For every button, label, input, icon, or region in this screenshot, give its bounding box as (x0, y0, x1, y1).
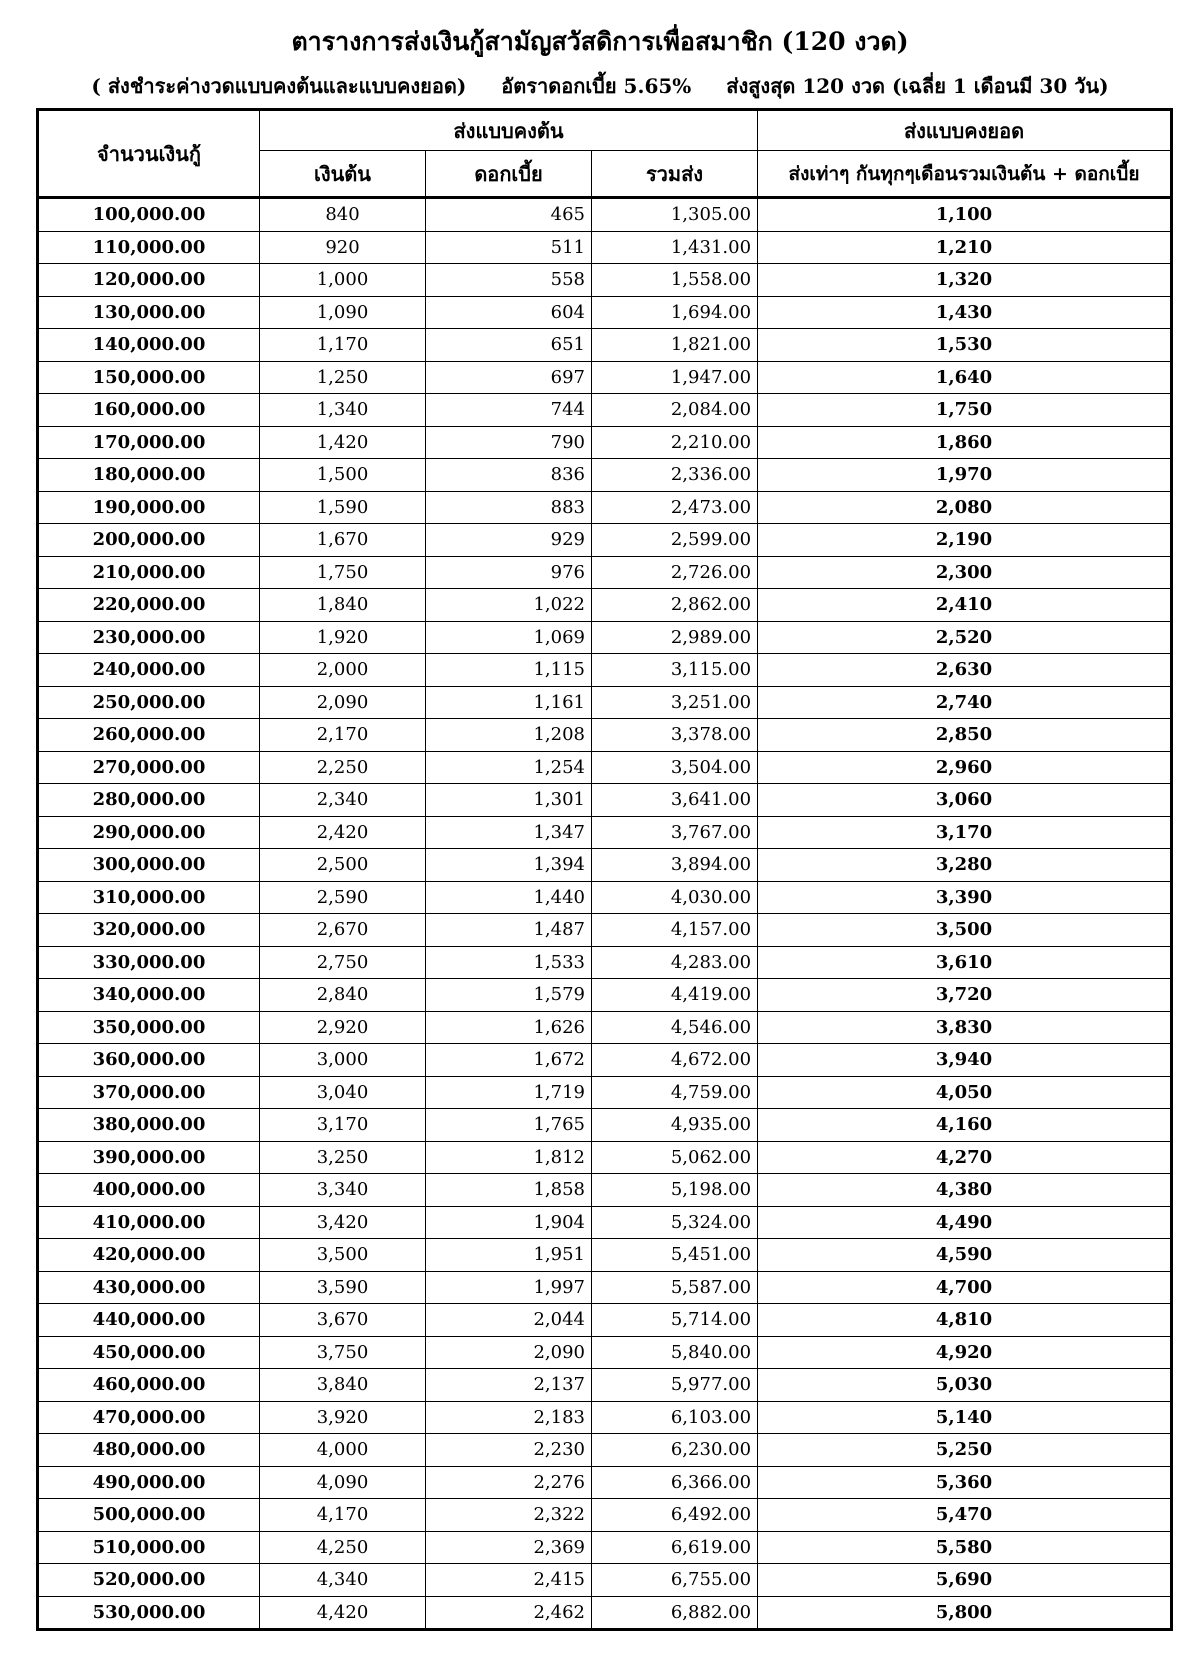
cell-fixed-payment: 4,270 (758, 1141, 1172, 1174)
cell-total: 2,084.00 (592, 394, 758, 427)
cell-loan-amount: 110,000.00 (38, 231, 260, 264)
table-row (38, 1011, 1172, 1044)
cell-fixed-payment: 1,970 (758, 459, 1172, 492)
cell-total: 6,619.00 (592, 1531, 758, 1564)
cell-loan-amount: 360,000.00 (38, 1044, 260, 1077)
cell-fixed-payment: 3,170 (758, 816, 1172, 849)
subtitle-interest-rate: อัตราดอกเบี้ย 5.65% (501, 74, 692, 98)
cell-loan-amount: 230,000.00 (38, 621, 260, 654)
table-row (38, 784, 1172, 817)
cell-fixed-payment: 2,410 (758, 589, 1172, 622)
cell-total: 1,431.00 (592, 231, 758, 264)
cell-total: 1,947.00 (592, 361, 758, 394)
cell-interest: 1,904 (426, 1206, 592, 1239)
cell-principal: 2,750 (260, 946, 426, 979)
cell-total: 6,103.00 (592, 1401, 758, 1434)
cell-total: 4,759.00 (592, 1076, 758, 1109)
table-row (38, 264, 1172, 297)
cell-interest: 511 (426, 231, 592, 264)
cell-interest: 1,347 (426, 816, 592, 849)
table-row (38, 881, 1172, 914)
cell-interest: 1,254 (426, 751, 592, 784)
cell-total: 5,714.00 (592, 1304, 758, 1337)
cell-fixed-payment: 2,960 (758, 751, 1172, 784)
cell-fixed-payment: 1,320 (758, 264, 1172, 297)
cell-interest: 976 (426, 556, 592, 589)
table-row (38, 621, 1172, 654)
cell-fixed-payment: 1,210 (758, 231, 1172, 264)
cell-total: 6,366.00 (592, 1466, 758, 1499)
header-loan-amount: จำนวนเงินกู้ (38, 110, 260, 198)
cell-fixed-payment: 3,060 (758, 784, 1172, 817)
cell-total: 5,840.00 (592, 1336, 758, 1369)
cell-interest: 2,090 (426, 1336, 592, 1369)
header-fixed-payment-group: ส่งแบบคงยอด (758, 110, 1172, 151)
cell-fixed-payment: 3,390 (758, 881, 1172, 914)
cell-loan-amount: 430,000.00 (38, 1271, 260, 1304)
cell-fixed-payment: 4,490 (758, 1206, 1172, 1239)
table-row (38, 1174, 1172, 1207)
table-row (38, 719, 1172, 752)
cell-principal: 2,500 (260, 849, 426, 882)
cell-interest: 2,415 (426, 1564, 592, 1597)
cell-principal: 2,920 (260, 1011, 426, 1044)
header-fixed-principal-group: ส่งแบบคงต้น (260, 110, 758, 151)
cell-fixed-payment: 2,080 (758, 491, 1172, 524)
header-principal: เงินต้น (260, 151, 426, 198)
cell-total: 2,726.00 (592, 556, 758, 589)
cell-interest: 883 (426, 491, 592, 524)
cell-loan-amount: 330,000.00 (38, 946, 260, 979)
table-row (38, 654, 1172, 687)
cell-fixed-payment: 5,250 (758, 1434, 1172, 1467)
cell-loan-amount: 270,000.00 (38, 751, 260, 784)
cell-fixed-payment: 1,860 (758, 426, 1172, 459)
cell-loan-amount: 530,000.00 (38, 1596, 260, 1630)
table-row (38, 491, 1172, 524)
document-subtitle (0, 70, 1200, 102)
table-row (38, 556, 1172, 589)
cell-principal: 4,420 (260, 1596, 426, 1630)
cell-loan-amount: 240,000.00 (38, 654, 260, 687)
cell-interest: 604 (426, 296, 592, 329)
cell-interest: 1,579 (426, 979, 592, 1012)
table-row (38, 816, 1172, 849)
table-row (38, 1044, 1172, 1077)
cell-interest: 2,276 (426, 1466, 592, 1499)
cell-interest: 929 (426, 524, 592, 557)
cell-interest: 1,394 (426, 849, 592, 882)
cell-principal: 2,670 (260, 914, 426, 947)
cell-total: 2,989.00 (592, 621, 758, 654)
cell-fixed-payment: 5,470 (758, 1499, 1172, 1532)
cell-total: 5,451.00 (592, 1239, 758, 1272)
cell-fixed-payment: 2,190 (758, 524, 1172, 557)
cell-fixed-payment: 1,750 (758, 394, 1172, 427)
cell-principal: 3,040 (260, 1076, 426, 1109)
cell-principal: 840 (260, 198, 426, 232)
cell-loan-amount: 320,000.00 (38, 914, 260, 947)
cell-interest: 1,626 (426, 1011, 592, 1044)
cell-total: 3,115.00 (592, 654, 758, 687)
loan-payment-table (36, 108, 1173, 1631)
cell-principal: 1,420 (260, 426, 426, 459)
table-row (38, 849, 1172, 882)
cell-loan-amount: 470,000.00 (38, 1401, 260, 1434)
cell-loan-amount: 180,000.00 (38, 459, 260, 492)
cell-fixed-payment: 4,700 (758, 1271, 1172, 1304)
cell-interest: 2,462 (426, 1596, 592, 1630)
cell-principal: 3,590 (260, 1271, 426, 1304)
cell-loan-amount: 170,000.00 (38, 426, 260, 459)
cell-principal: 4,000 (260, 1434, 426, 1467)
table-row (38, 361, 1172, 394)
table-row (38, 1336, 1172, 1369)
cell-total: 3,767.00 (592, 816, 758, 849)
cell-interest: 1,022 (426, 589, 592, 622)
cell-interest: 1,858 (426, 1174, 592, 1207)
cell-fixed-payment: 1,430 (758, 296, 1172, 329)
cell-principal: 1,090 (260, 296, 426, 329)
cell-loan-amount: 410,000.00 (38, 1206, 260, 1239)
table-row (38, 1304, 1172, 1337)
cell-principal: 4,170 (260, 1499, 426, 1532)
cell-interest: 2,044 (426, 1304, 592, 1337)
cell-fixed-payment: 2,520 (758, 621, 1172, 654)
cell-interest: 836 (426, 459, 592, 492)
cell-interest: 558 (426, 264, 592, 297)
cell-loan-amount: 400,000.00 (38, 1174, 260, 1207)
cell-fixed-payment: 5,140 (758, 1401, 1172, 1434)
cell-loan-amount: 370,000.00 (38, 1076, 260, 1109)
table-row (38, 946, 1172, 979)
table-row (38, 524, 1172, 557)
cell-total: 4,419.00 (592, 979, 758, 1012)
table-row (38, 1109, 1172, 1142)
cell-principal: 3,420 (260, 1206, 426, 1239)
cell-interest: 1,069 (426, 621, 592, 654)
cell-loan-amount: 480,000.00 (38, 1434, 260, 1467)
cell-interest: 1,533 (426, 946, 592, 979)
cell-principal: 2,590 (260, 881, 426, 914)
cell-fixed-payment: 3,830 (758, 1011, 1172, 1044)
cell-total: 2,862.00 (592, 589, 758, 622)
table-row (38, 1531, 1172, 1564)
cell-loan-amount: 450,000.00 (38, 1336, 260, 1369)
cell-principal: 3,000 (260, 1044, 426, 1077)
cell-interest: 1,997 (426, 1271, 592, 1304)
cell-loan-amount: 440,000.00 (38, 1304, 260, 1337)
cell-loan-amount: 380,000.00 (38, 1109, 260, 1142)
cell-fixed-payment: 4,920 (758, 1336, 1172, 1369)
cell-total: 3,251.00 (592, 686, 758, 719)
cell-fixed-payment: 1,530 (758, 329, 1172, 362)
table-header (38, 110, 1172, 198)
cell-total: 4,030.00 (592, 881, 758, 914)
cell-loan-amount: 490,000.00 (38, 1466, 260, 1499)
cell-total: 1,821.00 (592, 329, 758, 362)
header-interest: ดอกเบี้ย (426, 151, 592, 198)
cell-principal: 4,090 (260, 1466, 426, 1499)
cell-total: 1,305.00 (592, 198, 758, 232)
cell-interest: 465 (426, 198, 592, 232)
table-row (38, 296, 1172, 329)
cell-principal: 3,340 (260, 1174, 426, 1207)
cell-principal: 2,000 (260, 654, 426, 687)
cell-interest: 1,812 (426, 1141, 592, 1174)
cell-loan-amount: 500,000.00 (38, 1499, 260, 1532)
cell-loan-amount: 510,000.00 (38, 1531, 260, 1564)
cell-total: 5,324.00 (592, 1206, 758, 1239)
table-row (38, 329, 1172, 362)
cell-loan-amount: 390,000.00 (38, 1141, 260, 1174)
table-row (38, 1141, 1172, 1174)
cell-total: 4,157.00 (592, 914, 758, 947)
cell-fixed-payment: 1,100 (758, 198, 1172, 232)
cell-principal: 1,170 (260, 329, 426, 362)
cell-principal: 1,250 (260, 361, 426, 394)
cell-principal: 3,500 (260, 1239, 426, 1272)
cell-loan-amount: 420,000.00 (38, 1239, 260, 1272)
table-row (38, 914, 1172, 947)
cell-fixed-payment: 3,940 (758, 1044, 1172, 1077)
cell-loan-amount: 340,000.00 (38, 979, 260, 1012)
cell-principal: 4,340 (260, 1564, 426, 1597)
cell-interest: 2,322 (426, 1499, 592, 1532)
table-row (38, 1206, 1172, 1239)
cell-total: 4,935.00 (592, 1109, 758, 1142)
table-row (38, 1434, 1172, 1467)
subtitle-term: ส่งสูงสุด 120 งวด (เฉลี่ย 1 เดือนมี 30 วัน) (726, 74, 1109, 98)
cell-fixed-payment: 4,160 (758, 1109, 1172, 1142)
cell-loan-amount: 520,000.00 (38, 1564, 260, 1597)
cell-principal: 1,920 (260, 621, 426, 654)
table-row (38, 394, 1172, 427)
cell-interest: 1,951 (426, 1239, 592, 1272)
cell-fixed-payment: 5,030 (758, 1369, 1172, 1402)
table-row (38, 589, 1172, 622)
cell-loan-amount: 210,000.00 (38, 556, 260, 589)
cell-principal: 1,000 (260, 264, 426, 297)
table-row (38, 1271, 1172, 1304)
cell-principal: 1,590 (260, 491, 426, 524)
table-row (38, 1499, 1172, 1532)
cell-fixed-payment: 5,800 (758, 1596, 1172, 1630)
cell-fixed-payment: 4,590 (758, 1239, 1172, 1272)
cell-total: 5,587.00 (592, 1271, 758, 1304)
cell-interest: 1,208 (426, 719, 592, 752)
cell-principal: 3,840 (260, 1369, 426, 1402)
cell-principal: 2,420 (260, 816, 426, 849)
cell-total: 6,882.00 (592, 1596, 758, 1630)
cell-interest: 1,765 (426, 1109, 592, 1142)
cell-total: 6,230.00 (592, 1434, 758, 1467)
cell-principal: 4,250 (260, 1531, 426, 1564)
cell-fixed-payment: 2,740 (758, 686, 1172, 719)
cell-principal: 2,840 (260, 979, 426, 1012)
cell-loan-amount: 130,000.00 (38, 296, 260, 329)
cell-total: 1,694.00 (592, 296, 758, 329)
cell-fixed-payment: 5,690 (758, 1564, 1172, 1597)
table-row (38, 1076, 1172, 1109)
cell-interest: 1,672 (426, 1044, 592, 1077)
cell-interest: 697 (426, 361, 592, 394)
cell-principal: 3,670 (260, 1304, 426, 1337)
cell-fixed-payment: 3,500 (758, 914, 1172, 947)
cell-interest: 1,115 (426, 654, 592, 687)
table-row (38, 979, 1172, 1012)
cell-total: 4,546.00 (592, 1011, 758, 1044)
cell-total: 6,755.00 (592, 1564, 758, 1597)
cell-interest: 1,301 (426, 784, 592, 817)
cell-total: 2,336.00 (592, 459, 758, 492)
table-row (38, 1596, 1172, 1630)
header-total: รวมส่ง (592, 151, 758, 198)
subtitle-method: ( ส่งชำระค่างวดแบบคงต้นและแบบคงยอด) (91, 74, 467, 98)
cell-principal: 920 (260, 231, 426, 264)
cell-principal: 1,500 (260, 459, 426, 492)
cell-principal: 1,840 (260, 589, 426, 622)
cell-interest: 2,230 (426, 1434, 592, 1467)
cell-fixed-payment: 4,380 (758, 1174, 1172, 1207)
cell-principal: 1,750 (260, 556, 426, 589)
cell-principal: 3,170 (260, 1109, 426, 1142)
cell-total: 2,599.00 (592, 524, 758, 557)
cell-loan-amount: 100,000.00 (38, 198, 260, 232)
cell-loan-amount: 350,000.00 (38, 1011, 260, 1044)
table-row (38, 459, 1172, 492)
cell-fixed-payment: 2,300 (758, 556, 1172, 589)
cell-loan-amount: 280,000.00 (38, 784, 260, 817)
cell-loan-amount: 190,000.00 (38, 491, 260, 524)
cell-loan-amount: 150,000.00 (38, 361, 260, 394)
cell-total: 5,977.00 (592, 1369, 758, 1402)
cell-interest: 744 (426, 394, 592, 427)
header-fixed-payment-desc: ส่งเท่าๆ กันทุกๆเดือนรวมเงินต้น + ดอกเบี้ย (758, 151, 1172, 198)
cell-loan-amount: 140,000.00 (38, 329, 260, 362)
cell-principal: 2,250 (260, 751, 426, 784)
cell-interest: 2,369 (426, 1531, 592, 1564)
table-body (38, 198, 1172, 1630)
cell-loan-amount: 220,000.00 (38, 589, 260, 622)
cell-loan-amount: 460,000.00 (38, 1369, 260, 1402)
table-row (38, 1369, 1172, 1402)
cell-total: 3,641.00 (592, 784, 758, 817)
cell-fixed-payment: 4,050 (758, 1076, 1172, 1109)
table-row (38, 1564, 1172, 1597)
table-row (38, 751, 1172, 784)
cell-total: 1,558.00 (592, 264, 758, 297)
cell-interest: 2,183 (426, 1401, 592, 1434)
cell-principal: 2,090 (260, 686, 426, 719)
cell-loan-amount: 310,000.00 (38, 881, 260, 914)
cell-interest: 790 (426, 426, 592, 459)
cell-loan-amount: 260,000.00 (38, 719, 260, 752)
table-row (38, 686, 1172, 719)
cell-fixed-payment: 2,850 (758, 719, 1172, 752)
cell-fixed-payment: 3,610 (758, 946, 1172, 979)
cell-loan-amount: 290,000.00 (38, 816, 260, 849)
cell-principal: 2,340 (260, 784, 426, 817)
cell-fixed-payment: 3,720 (758, 979, 1172, 1012)
cell-principal: 3,750 (260, 1336, 426, 1369)
cell-interest: 1,719 (426, 1076, 592, 1109)
cell-total: 4,283.00 (592, 946, 758, 979)
cell-interest: 1,161 (426, 686, 592, 719)
table-row (38, 198, 1172, 232)
cell-fixed-payment: 4,810 (758, 1304, 1172, 1337)
cell-interest: 651 (426, 329, 592, 362)
cell-total: 6,492.00 (592, 1499, 758, 1532)
table-row (38, 1466, 1172, 1499)
cell-total: 3,894.00 (592, 849, 758, 882)
cell-fixed-payment: 5,580 (758, 1531, 1172, 1564)
cell-total: 5,062.00 (592, 1141, 758, 1174)
cell-loan-amount: 250,000.00 (38, 686, 260, 719)
cell-total: 2,473.00 (592, 491, 758, 524)
cell-total: 4,672.00 (592, 1044, 758, 1077)
table-row (38, 231, 1172, 264)
cell-total: 3,504.00 (592, 751, 758, 784)
cell-interest: 1,440 (426, 881, 592, 914)
cell-total: 5,198.00 (592, 1174, 758, 1207)
cell-principal: 2,170 (260, 719, 426, 752)
cell-total: 2,210.00 (592, 426, 758, 459)
cell-principal: 3,250 (260, 1141, 426, 1174)
cell-fixed-payment: 3,280 (758, 849, 1172, 882)
cell-loan-amount: 300,000.00 (38, 849, 260, 882)
cell-loan-amount: 200,000.00 (38, 524, 260, 557)
cell-interest: 1,487 (426, 914, 592, 947)
document-title: ตารางการส่งเงินกู้สามัญสวัสดิการเพื่อสมาชิก (120 งวด) (291, 27, 909, 56)
cell-principal: 3,920 (260, 1401, 426, 1434)
table-row (38, 1401, 1172, 1434)
cell-fixed-payment: 2,630 (758, 654, 1172, 687)
table-row (38, 426, 1172, 459)
cell-loan-amount: 120,000.00 (38, 264, 260, 297)
table-row (38, 1239, 1172, 1272)
cell-fixed-payment: 5,360 (758, 1466, 1172, 1499)
cell-loan-amount: 160,000.00 (38, 394, 260, 427)
cell-principal: 1,340 (260, 394, 426, 427)
cell-interest: 2,137 (426, 1369, 592, 1402)
cell-total: 3,378.00 (592, 719, 758, 752)
cell-principal: 1,670 (260, 524, 426, 557)
cell-fixed-payment: 1,640 (758, 361, 1172, 394)
